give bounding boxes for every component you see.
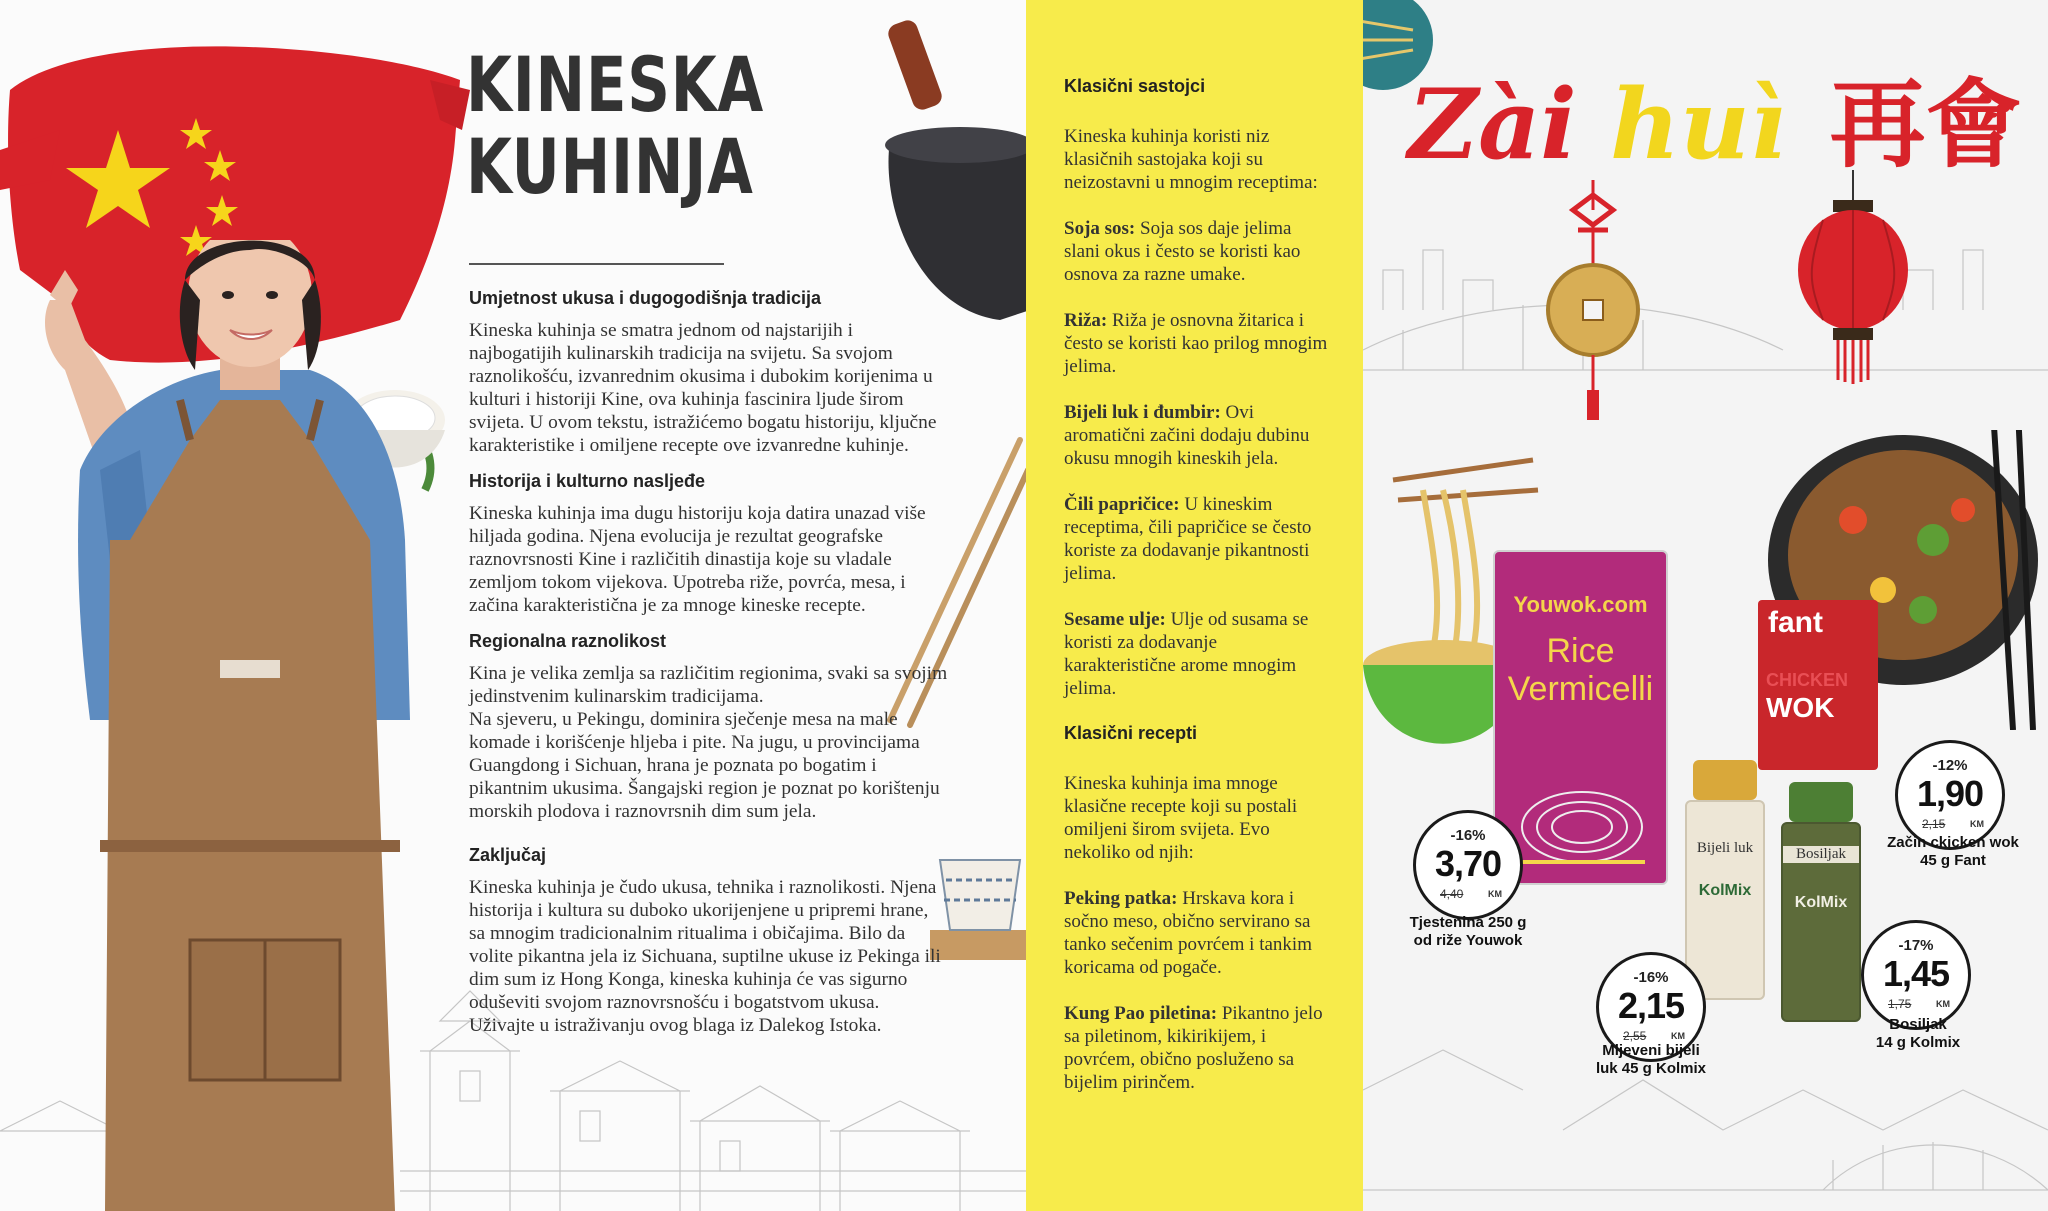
section-heading: Regionalna raznolikost bbox=[469, 631, 667, 651]
recipes-heading: Klasični recepti bbox=[1064, 723, 1198, 743]
product-label-garlic bbox=[1581, 1042, 1721, 1078]
currency-label: KM bbox=[1936, 999, 1950, 1009]
ingredient-item bbox=[1064, 608, 1329, 700]
section-text: Kineska kuhinja se smatra jednom od najstarijih i najbogatijih kulinarskih tradicija na svijetu. Sa svojom raznolikošću, izvanrednim okusima i dubokim korijenima u kulturi i historiji Kine, ova kuhinja fascinira ljude širom svijeta. U ovom tekstu, istražićemo bogatu historiju, ključne karakteristike i omiljene recepte ove izvanredne kuhinje. bbox=[469, 320, 937, 456]
recipe-item bbox=[1064, 1002, 1329, 1094]
title-line-1: KINESKA bbox=[466, 40, 765, 129]
product-label-line-1: Mljeveni bijeli bbox=[1602, 1042, 1700, 1059]
title-divider bbox=[469, 263, 724, 265]
product-label-vermicelli bbox=[1393, 914, 1543, 950]
headline-zai: Zài bbox=[1408, 68, 1577, 181]
wok-pan-illustration bbox=[860, 10, 1026, 330]
old-price: 1,75 bbox=[1888, 997, 1912, 1011]
product-label-line-1: Začin ckicken wok bbox=[1887, 834, 2019, 851]
ingredient-text: Ulje od susama se koristi za dodavanje karakteristične arome mnogim jelima. bbox=[1064, 609, 1309, 699]
price-value: 1,90 bbox=[1916, 773, 1984, 814]
ingredient-name: Bijeli luk i đumbir: bbox=[1064, 402, 1221, 423]
package-name-line-2: WOK bbox=[1766, 692, 1835, 723]
price-value: 1,45 bbox=[1882, 953, 1950, 994]
currency-label: KM bbox=[1488, 889, 1502, 899]
fant-chicken-wok-package bbox=[1758, 600, 1878, 770]
section-heading: Umjetnost ukusa i dugogodišnja tradicija bbox=[469, 288, 822, 308]
headline-hui: huì bbox=[1610, 68, 1787, 181]
discount-label: -16% bbox=[1633, 969, 1669, 986]
package-name-line-1: CHICKEN bbox=[1766, 670, 1849, 690]
headline-hanzi: 再會 bbox=[1829, 68, 2022, 181]
discount-label: -17% bbox=[1898, 937, 1934, 954]
recipe-item bbox=[1064, 887, 1329, 979]
currency-label: KM bbox=[1970, 819, 1984, 829]
discount-label: -12% bbox=[1932, 757, 1968, 774]
ingredient-item bbox=[1064, 309, 1329, 378]
kolmix-garlic-jar bbox=[1685, 760, 1765, 1000]
jar-lid bbox=[1693, 760, 1757, 800]
ingredient-name: Sesame ulje: bbox=[1064, 609, 1166, 630]
product-label-line-2: 14 g Kolmix bbox=[1875, 1034, 1961, 1051]
recipe-name: Peking patka: bbox=[1064, 888, 1178, 909]
ingredient-text: U kineskim receptima, čili papričice se često koriste za dodavanje pikantnosti jelima. bbox=[1064, 494, 1312, 584]
kolmix-basil-jar bbox=[1781, 782, 1861, 1022]
section-text: Kineska kuhinja ima dugu historiju koja datira unazad više hiljada godina. Njena evolucija je rezultat geografske raznovrsnosti Kine i različitih dinastija koje su vladale zemljom tokom vijekova. Upotreba riže, povrća, mesa, i začina karakteristična je za mnoge kineske recepte. bbox=[469, 503, 926, 616]
recipe-text: Hrskava kora i sočno meso, obično servirano sa tanko sečenim povrćem i tankim koricama od pogače. bbox=[1064, 888, 1312, 978]
old-price: 2,15 bbox=[1922, 817, 1946, 831]
ingredient-text: Riža je osnovna žitarica i često se koristi kao prilog mnogim jelima. bbox=[1064, 310, 1328, 377]
price-badge-vermicelli bbox=[1413, 810, 1523, 920]
jar-label-name: Bijeli luk bbox=[1696, 840, 1754, 856]
ingredients-heading: Klasični sastojci bbox=[1064, 76, 1206, 96]
page-title bbox=[466, 40, 765, 211]
sidebar-content bbox=[1064, 76, 1329, 1117]
recipes-intro: Kineska kuhinja ima mnoge klasične recepte koji su postali omiljeni širom svijeta. Evo nekoliko od njih: bbox=[1064, 773, 1298, 863]
recipe-text: Pikantno jelo sa piletinom, kikirikijem, i povrćem, obično posluženo sa bijelim pirinčem. bbox=[1064, 1003, 1323, 1093]
old-price: 4,40 bbox=[1440, 887, 1464, 901]
product-label-fant bbox=[1873, 834, 2033, 870]
section-text: Kineska kuhinja je čudo ukusa, tehnika i raznolikosti. Njena historija i kultura su duboko ukorijenjene u pripremi hrane, sa mnogim tradicionalnim ritualima i običajima. Bilo da volite pikantna jela iz Sichuana, suptilne ukuse iz Pekinga ili dim sum iz Hong Konga, kineska kuhinja će vas sigurno oduševiti svojom raznovrsnošću i bogatstvom ukusa. Uživajte u istraživanju ovog blaga iz Dalekog Istoka. bbox=[469, 877, 941, 1036]
price-value: 2,15 bbox=[1617, 985, 1685, 1026]
jar-body bbox=[1781, 822, 1861, 1022]
promo-page bbox=[1363, 0, 2048, 1211]
ingredient-name: Riža: bbox=[1064, 310, 1108, 331]
ingredient-name: Čili papričice: bbox=[1064, 494, 1180, 515]
zai-hui-headline bbox=[1408, 70, 2022, 180]
section-heading: Historija i kulturno nasljeđe bbox=[469, 471, 706, 491]
product-label-line-1: Tjestenina 250 g bbox=[1409, 914, 1527, 931]
ingredient-item bbox=[1064, 493, 1329, 585]
noodle-nest-image bbox=[1515, 782, 1650, 872]
jar-lid bbox=[1789, 782, 1853, 822]
product-label-line-2: 45 g Fant bbox=[1920, 852, 1986, 869]
coin-knot-ornament bbox=[1543, 180, 1643, 430]
ingredient-name: Soja sos: bbox=[1064, 218, 1136, 239]
jar-brand: KolMix bbox=[1698, 882, 1752, 899]
price-value: 3,70 bbox=[1434, 843, 1502, 884]
ingredient-text: Soja sos daje jelima slani okus i često se koristi kao osnova za razne umake. bbox=[1064, 218, 1301, 285]
section-heading: Zaključaj bbox=[469, 845, 547, 865]
section-text: Kina je velika zemlja sa različitim regionima, svaki sa svojim jedinstvenim kulinarskim tradicijama. Na sjeveru, u Pekingu, dominira sječenje mesa na male komade i korišćenje hljeba i pite. Na jugu, u provincijama Guangdong i Sichuan, hrana je poznata po bogatim i pikantnim ukusima. Šangajski region je poznat po korištenju morskih plodova i raznovrsnih dim sum jela. bbox=[469, 663, 948, 822]
ingredient-item bbox=[1064, 401, 1329, 470]
ingredient-text: Ovi aromatični začini dodaju dubinu okusu mnogih kineskih jela. bbox=[1064, 402, 1310, 469]
article-body bbox=[469, 288, 949, 1051]
currency-label: KM bbox=[1671, 1031, 1685, 1041]
ingredients-sidebar bbox=[1026, 0, 1363, 1211]
old-price: 2,55 bbox=[1623, 1029, 1647, 1043]
package-brand: Youwok.com bbox=[1513, 592, 1648, 617]
red-lantern bbox=[1793, 170, 1913, 390]
ingredient-item bbox=[1064, 217, 1329, 286]
price-badge-basil bbox=[1861, 920, 1971, 1030]
title-line-2: KUHINJA bbox=[466, 122, 754, 211]
product-label-basil bbox=[1843, 1016, 1993, 1052]
jar-label-name: Bosiljak bbox=[1783, 846, 1859, 863]
chef-woman-illustration bbox=[10, 240, 450, 1211]
product-label-line-2: luk 45 g Kolmix bbox=[1595, 1060, 1707, 1077]
package-name-line-1: Rice bbox=[1546, 632, 1615, 670]
package-name-line-2: Vermicelli bbox=[1507, 670, 1654, 708]
product-label-line-2: od riže Youwok bbox=[1413, 932, 1523, 949]
discount-label: -16% bbox=[1450, 827, 1486, 844]
product-label-line-1: Bosiljak bbox=[1889, 1016, 1947, 1033]
jar-brand: KolMix bbox=[1794, 894, 1848, 911]
ingredients-intro: Kineska kuhinja koristi niz klasičnih sastojaka koji su neizostavni u mnogim receptima: bbox=[1064, 126, 1318, 193]
package-name bbox=[1495, 632, 1666, 708]
package-brand: fant bbox=[1768, 606, 1823, 639]
recipe-name: Kung Pao piletina: bbox=[1064, 1003, 1218, 1024]
